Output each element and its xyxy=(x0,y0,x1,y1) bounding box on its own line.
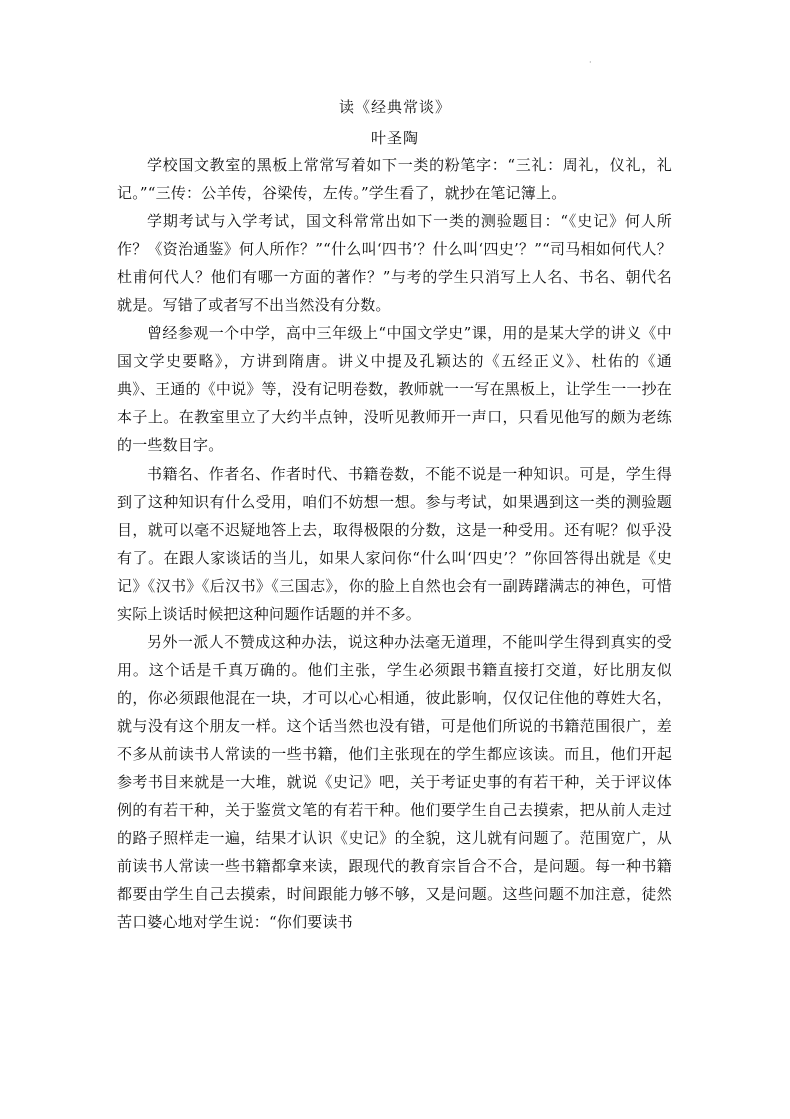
article-title: 读《经典常谈》 xyxy=(338,98,451,116)
corner-mark: · xyxy=(589,58,592,67)
paragraph: 学期考试与入学考试，国文科常常出如下一类的测验题目：“《史记》何人所作？《资治通鉴》何人所作？”“什么叫‘四书’？什么叫‘四史’？”“司马相如何代人？杜甫何代人？他们有哪一方面的著作？”与考的学生只消写上人名、书名、朝代名就是。写错了或者写不出当然没有分数。 xyxy=(117,212,672,315)
article-author: 叶圣陶 xyxy=(370,129,419,147)
article-body xyxy=(117,151,672,936)
paragraph: 另外一派人不赞成这种办法，说这种办法毫无道理，不能叫学生得到真实的受用。这个话是千真万确的。他们主张，学生必须跟书籍直接打交道，好比朋友似的，你必须跟他混在一块，才可以心心相通，彼此影响，仅仅记住他的尊姓大名，就与没有这个朋友一样。这个话当然也没有错，可是他们所说的书籍范围很广，差不多从前读书人常读的一些书籍，他们主张现在的学生都应该读。而且，他们开起参考书目来就是一大堆，就说《史记》吧，关于考证史事的有若干种，关于评议体例的有若干种，关于鉴赏文笔的有若干种。他们要学生自己去摸索，把从前人走过的路子照样走一遍，结果才认识《史记》的全貌，这儿就有问题了。范围宽广，从前读书人常读一些书籍都拿来读，跟现代的教育宗旨合不合，是问题。每一种书籍都要由学生自己去摸索，时间跟能力够不够，又是问题。这些问题不加注意，徒然苦口婆心地对学生说：“你们要读书 xyxy=(117,632,672,932)
paragraph: 书籍名、作者名、作者时代、书籍卷数，不能不说是一种知识。可是，学生得到了这种知识有什么受用，咱们不妨想一想。参与考试，如果遇到这一类的测验题目，就可以毫不迟疑地答上去，取得极限的分数，这是一种受用。还有呢？似乎没有了。在跟人家谈话的当儿，如果人家问你“什么叫‘四史’？”你回答得出就是《史记》《汉书》《后汉书》《三国志》，你的脸上自然也会有一副踌躇满志的神色，可惜实际上谈话时候把这种问题作话题的并不多。 xyxy=(117,464,672,623)
paragraph: 曾经参观一个中学，高中三年级上“中国文学史”课，用的是某大学的讲义《中国文学史要略》，方讲到隋唐。讲义中提及孔颖达的《五经正义》、杜佑的《通典》、王通的《中说》等，没有记明卷数，教师就一一写在黑板上，让学生一一抄在本子上。在教室里立了大约半点钟，没听见教师开一声口，只看见他写的颇为老练的一些数目字。 xyxy=(117,324,672,455)
paragraph: 学校国文教室的黑板上常常写着如下一类的粉笔字：“三礼：周礼，仪礼，礼记。”“三传：公羊传，谷梁传，左传。”学生看了，就抄在笔记簿上。 xyxy=(117,156,672,203)
